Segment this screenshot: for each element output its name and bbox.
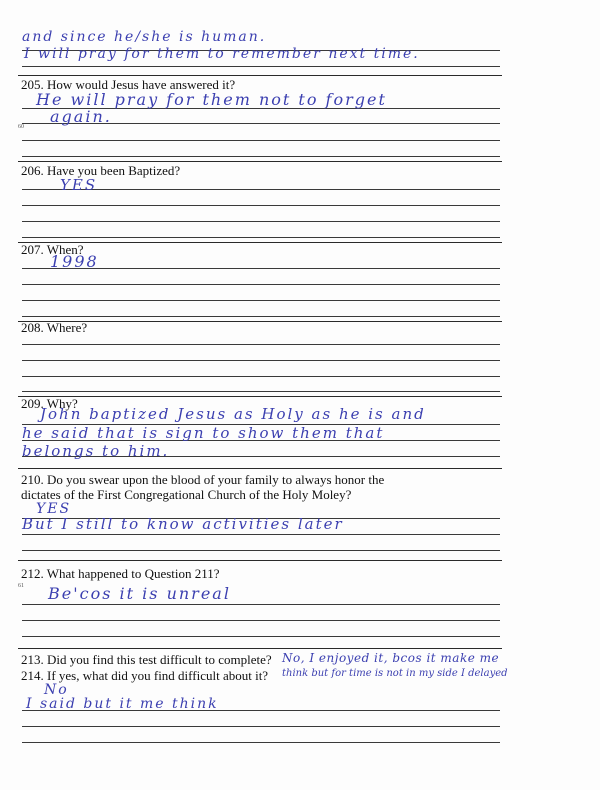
ruled-line (22, 316, 500, 317)
ruled-line (22, 221, 500, 222)
ruled-line (22, 300, 500, 301)
ruled-line (22, 604, 500, 605)
handwritten-answer: and since he/she is human. (22, 29, 267, 45)
handwritten-answer: He will pray for them not to forget (36, 90, 387, 109)
ruled-line (22, 726, 500, 727)
handwritten-answer: I said but it me think (26, 696, 219, 712)
handwritten-answer: No (44, 682, 69, 698)
ruled-line (22, 376, 500, 377)
question-210-line-1: 210. Do you swear upon the blood of your family to always honor the (21, 472, 385, 487)
question-212: 212. What happened to Question 211? (21, 566, 220, 581)
handwritten-answer: No, I enjoyed it, bcos it make me (282, 651, 500, 665)
handwritten-answer: belongs to him. (22, 442, 170, 460)
handwritten-answer: 1998 (50, 252, 99, 271)
ruled-line (22, 237, 500, 238)
page-number: 61 (18, 583, 24, 589)
section-divider (18, 75, 502, 76)
ruled-line (22, 140, 500, 141)
ruled-line (22, 620, 500, 621)
ruled-line (22, 360, 500, 361)
question-210-line-2: dictates of the First Congregational Church of the Holy Moley? (21, 487, 352, 502)
question-209: 209. Why? (21, 396, 78, 411)
section-divider (18, 242, 502, 243)
handwritten-answer: think but for time is not in my side I delayed (282, 668, 508, 679)
page-number: 60 (18, 124, 24, 130)
ruled-line (22, 344, 500, 345)
section-divider (18, 161, 502, 162)
section-divider (18, 321, 502, 322)
ruled-line (22, 391, 500, 392)
handwritten-answer: I will pray for them to remember next time. (24, 46, 420, 62)
question-214: 214. If yes, what did you find difficult about it? (21, 668, 269, 683)
ruled-line (22, 742, 500, 743)
handwritten-answer: But I still to know activities later (22, 515, 344, 533)
ruled-line (22, 284, 500, 285)
ruled-line (22, 156, 500, 157)
question-213: 213. Did you find this test difficult to complete? (21, 652, 272, 667)
section-divider (18, 468, 502, 469)
question-207: 207. When? (21, 242, 84, 257)
ruled-line (22, 66, 500, 67)
handwritten-answer: YES (36, 501, 72, 517)
handwritten-answer: he said that is sign to show them that (22, 424, 385, 442)
section-divider (18, 396, 502, 397)
handwritten-answer: Be'cos it is unreal (48, 584, 231, 603)
question-208: 208. Where? (21, 320, 88, 335)
ruled-line (22, 636, 500, 637)
handwritten-answer: John baptized Jesus as Holy as he is and (40, 405, 426, 423)
ruled-line (22, 534, 500, 535)
section-divider (18, 560, 502, 561)
question-205: 205. How would Jesus have answered it? (21, 77, 236, 92)
handwritten-answer: again. (50, 107, 112, 126)
handwritten-answer: YES (60, 176, 98, 194)
ruled-line (22, 550, 500, 551)
question-206: 206. Have you been Baptized? (21, 163, 181, 178)
ruled-line (22, 205, 500, 206)
